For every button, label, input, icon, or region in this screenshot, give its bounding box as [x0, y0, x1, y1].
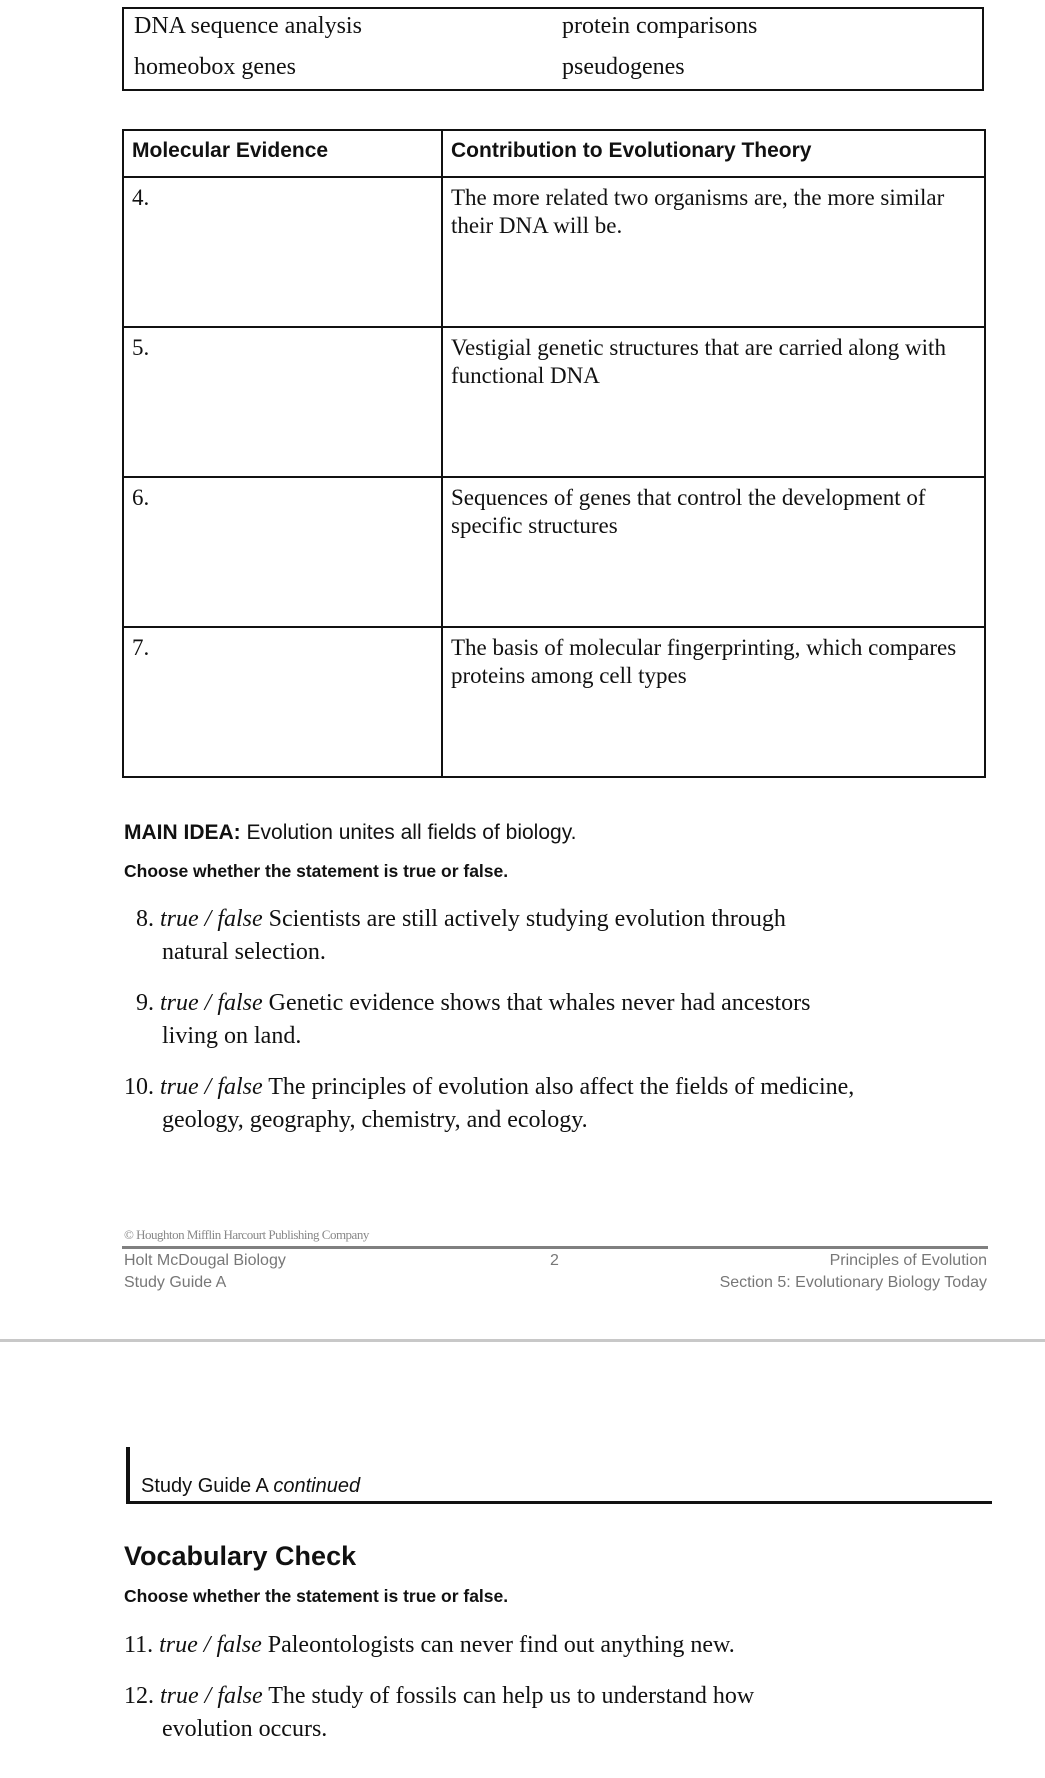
- table-row: [123, 627, 985, 777]
- q-num: 12.: [124, 1683, 154, 1709]
- footer-chapter: Principles of Evolution: [829, 1252, 987, 1269]
- true-false-choice[interactable]: true / false: [160, 1683, 263, 1709]
- word-bank-term: homeobox genes: [134, 54, 296, 80]
- q-text: Paleontologists can never find out anything new.: [267, 1632, 735, 1658]
- footer-section: Section 5: Evolutionary Biology Today: [719, 1274, 987, 1291]
- question-8: [136, 903, 936, 969]
- answer-cell[interactable]: 4.: [123, 177, 442, 327]
- answer-cell[interactable]: 7.: [123, 627, 442, 777]
- description-cell: Sequences of genes that control the development of specific structures: [442, 477, 985, 627]
- question-9: [136, 987, 936, 1053]
- table-row: [123, 477, 985, 627]
- continued-italic: continued: [273, 1475, 361, 1497]
- footer-rule: [122, 1246, 988, 1249]
- q-text: The study of fossils can help us to understand how: [268, 1683, 755, 1709]
- evidence-table: [122, 129, 986, 778]
- true-false-choice[interactable]: true / false: [160, 990, 263, 1016]
- copyright: © Houghton Mifflin Harcourt Publishing Company: [124, 1227, 369, 1242]
- q-num: 8.: [136, 906, 154, 932]
- page-number: 2: [550, 1252, 559, 1269]
- q-num: 9.: [136, 990, 154, 1016]
- q-text: Scientists are still actively studying evolution through: [268, 906, 786, 932]
- footer-book: Holt McDougal Biology: [124, 1252, 286, 1269]
- word-bank-term: protein comparisons: [562, 13, 758, 39]
- q-num: 10.: [124, 1074, 154, 1100]
- word-bank-term: pseudogenes: [562, 54, 685, 80]
- vocab-title: Vocabulary Check: [124, 1541, 357, 1571]
- question-12: [124, 1680, 924, 1746]
- q-num: 11.: [124, 1632, 154, 1658]
- q-text: natural selection.: [162, 939, 326, 965]
- column-header: Contribution to Evolutionary Theory: [442, 130, 985, 177]
- description-cell: Vestigial genetic structures that are carried along with functional DNA: [442, 327, 985, 477]
- true-false-choice[interactable]: true / false: [160, 1074, 263, 1100]
- continued-label: Study Guide A: [141, 1475, 274, 1497]
- continued-header: [141, 1475, 360, 1498]
- instruction: Choose whether the statement is true or false.: [124, 861, 509, 881]
- word-bank: [122, 7, 984, 91]
- q-text: geology, geography, chemistry, and ecology.: [162, 1107, 588, 1133]
- question-10: [124, 1071, 924, 1137]
- table-row: [123, 177, 985, 327]
- word-bank-term: DNA sequence analysis: [134, 13, 362, 39]
- vocab-instruction: Choose whether the statement is true or false.: [124, 1586, 509, 1606]
- q-text: living on land.: [162, 1023, 302, 1049]
- q-text: evolution occurs.: [162, 1716, 328, 1742]
- true-false-choice[interactable]: true / false: [159, 1632, 262, 1658]
- q-text: Genetic evidence shows that whales never had ancestors: [268, 990, 811, 1016]
- answer-cell[interactable]: 5.: [123, 327, 442, 477]
- column-header: Molecular Evidence: [123, 130, 442, 177]
- page-separator: [0, 1339, 1045, 1342]
- main-idea-text: Evolution unites all fields of biology.: [240, 821, 577, 844]
- footer-guide: Study Guide A: [124, 1274, 227, 1291]
- true-false-choice[interactable]: true / false: [160, 906, 263, 932]
- table-row: [123, 327, 985, 477]
- question-11: [124, 1629, 924, 1662]
- header-rule: [126, 1501, 992, 1504]
- description-cell: The basis of molecular fingerprinting, which compares proteins among cell types: [442, 627, 985, 777]
- answer-cell[interactable]: 6.: [123, 477, 442, 627]
- description-cell: The more related two organisms are, the more similar their DNA will be.: [442, 177, 985, 327]
- q-text: The principles of evolution also affect the fields of medicine,: [268, 1074, 855, 1100]
- header-bar: [126, 1447, 130, 1504]
- main-idea: [124, 821, 576, 845]
- main-idea-label: MAIN IDEA:: [124, 821, 241, 844]
